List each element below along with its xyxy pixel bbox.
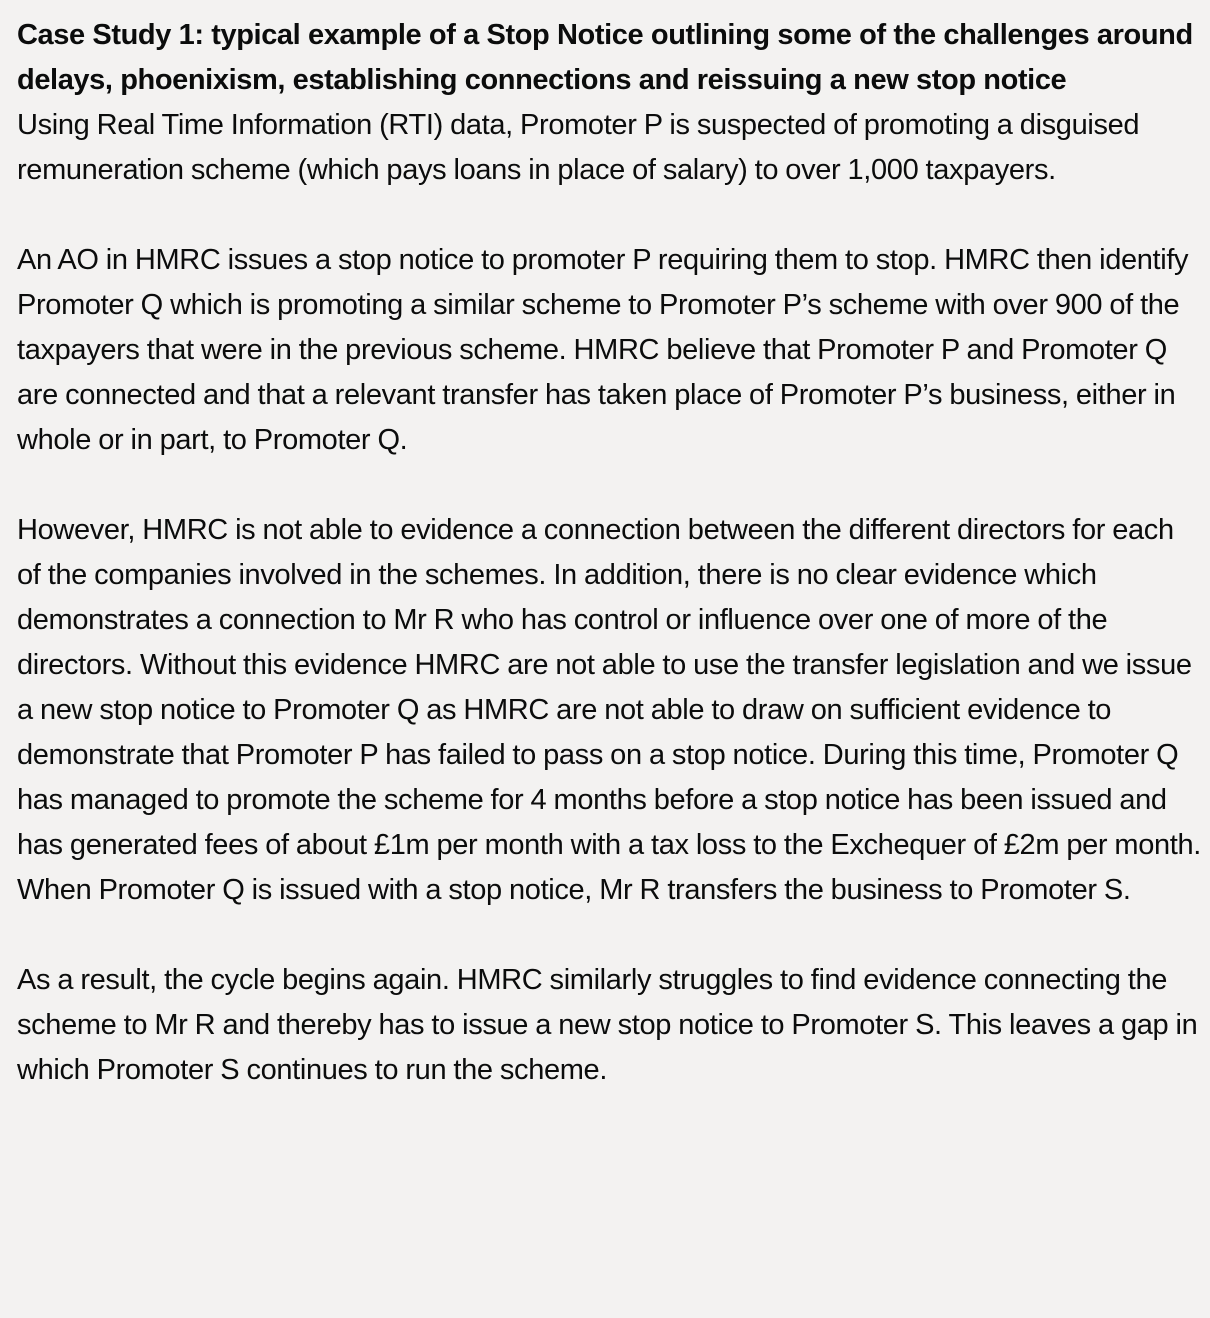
case-study-heading: Case Study 1: typical example of a Stop Notice outlining some of the challenges around delays, phoenixism, establishing connections and reissuing a new stop notice [17,19,1193,96]
case-study-paragraph-2: An AO in HMRC issues a stop notice to promoter P requiring them to stop. HMRC then identify Promoter Q which is promoting a similar scheme to Promoter P’s scheme with over 900 of the taxpayers that were in the previous scheme. HMRC believe that Promoter P and Promoter Q are connected and that a relevant transfer has taken place of Promoter P’s business, either in whole or in part, to Promoter Q. [17,244,1189,456]
case-study-paragraph-4: As a result, the cycle begins again. HMRC similarly struggles to find evidence connecting the scheme to Mr R and thereby has to issue a new stop notice to Promoter S. This leaves a gap in which Promoter S continues to run the scheme. [17,964,1198,1086]
case-study-paragraph-1: Using Real Time Information (RTI) data, Promoter P is suspected of promoting a disguised remuneration scheme (which pays loans in place of salary) to over 1,000 taxpayers. [17,109,1140,186]
case-study-paragraph-3: However, HMRC is not able to evidence a connection between the different directors for each of the companies involved in the schemes. In addition, there is no clear evidence which demonstrates a connection to Mr R who has control or influence over one of more of the directors. Without this evidence HMRC are not able to use the transfer legislation and we issue a new stop notice to Promoter Q as HMRC are not able to draw on sufficient evidence to demonstrate that Promoter P has failed to pass on a stop notice. During this time, Promoter Q has managed to promote the scheme for 4 months before a stop notice has been issued and has generated fees of about £1m per month with a tax loss to the Exchequer of £2m per month. When Promoter Q is issued with a stop notice, Mr R transfers the business to Promoter S. [17,514,1201,906]
